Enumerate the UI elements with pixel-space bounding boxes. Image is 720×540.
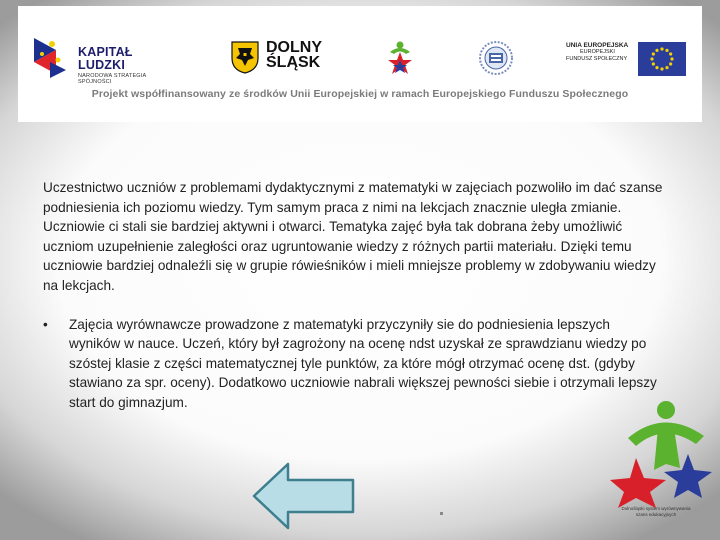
eu-star <box>652 62 655 65</box>
eu-star <box>669 52 672 55</box>
round-seal-logo <box>478 40 514 76</box>
eu-star <box>655 49 658 52</box>
eu-line1: UNIA EUROPEJSKA <box>566 42 629 49</box>
slide-content <box>43 178 665 413</box>
eu-star <box>655 66 658 69</box>
eu-line3: FUNDUSZ SPOŁECZNY <box>566 55 628 62</box>
eu-star <box>660 47 663 50</box>
left-arrow-icon <box>252 462 356 530</box>
dolny-slask-line1: DOLNY <box>266 39 322 56</box>
bullet-item <box>43 315 665 413</box>
back-arrow-button[interactable] <box>252 462 356 530</box>
kapital-ludzki-subtitle: NARODOWA STRATEGIA SPÓJNOŚCI <box>78 73 147 85</box>
eu-star <box>650 57 653 60</box>
eu-star <box>669 62 672 65</box>
eu-star <box>665 66 668 69</box>
eu-star <box>660 67 663 70</box>
star-figure-logo <box>384 40 416 80</box>
bullet-marker: • <box>43 316 48 332</box>
corner-program-logo <box>608 398 716 536</box>
decorative-dot <box>440 512 443 515</box>
eu-star <box>652 52 655 55</box>
eu-line2: EUROPEJSKI <box>580 49 615 56</box>
star-figure-logo-icon <box>384 40 416 80</box>
program-star-figure-icon <box>608 398 716 508</box>
eu-star <box>670 57 673 60</box>
dolny-slask-logo <box>230 40 340 76</box>
main-paragraph: Uczestnictwo uczniów z problemami dydaktycznymi z matematyki w zajęciach pozwoliło im dać szanse podniesienia ich poziomu wiedzy. Tym samym praca z nimi na lekcjach znacznie uległa zmianie. Uczniowie ci stali sie bardziej aktywni i otwarci. Tematyka zajęć była tak dobrana żeby umożliwić uczniom uzupełnienie zaległości oraz ugruntowanie wiedzy z różnych partii materiału. Dzięki temu uczniowie bardziej odnaleźli się w grupie rówieśników i mieli mniejsze problemy w zdobywaniu wiedzy na lekcjach. <box>43 180 663 293</box>
eu-logo <box>566 42 688 78</box>
eu-flag-icon <box>638 42 686 76</box>
kapital-ludzki-logo <box>30 32 180 85</box>
bullet-text: Zajęcia wyrównawcze prowadzone z matematyki przyczyniły sie do podniesienia lepszych wyników w nauce. Uczeń, który był zagrożony na ocenę ndst uzyskał ze sprawdzianu wiedzy po szóstej klasie z części matematycznej tyle punktów, za które mógł otrzymać ocenę dst. (gdyby stawiano za spr. oceny). Dodatkowo uczniowie nabrali większej pewności siebie i otrzymali lepszy start do gimnazjum. <box>69 316 657 410</box>
dolny-slask-crest-icon <box>230 40 260 74</box>
project-funding-line: Projekt współfinansowany ze środków Unii Europejskiej w ramach Europejskiego Funduszu Społecznego <box>91 88 629 100</box>
kapital-ludzki-title: KAPITAŁ LUDZKI <box>78 45 133 72</box>
round-seal-logo-icon <box>478 40 514 76</box>
kapital-ludzki-logo-icon <box>30 32 74 80</box>
corner-logo-caption: Dolnośląski system wyrównywania szans edukacyjnych <box>621 506 691 517</box>
dolny-slask-line2: ŚLĄSK <box>266 54 321 72</box>
eu-star <box>665 49 668 52</box>
